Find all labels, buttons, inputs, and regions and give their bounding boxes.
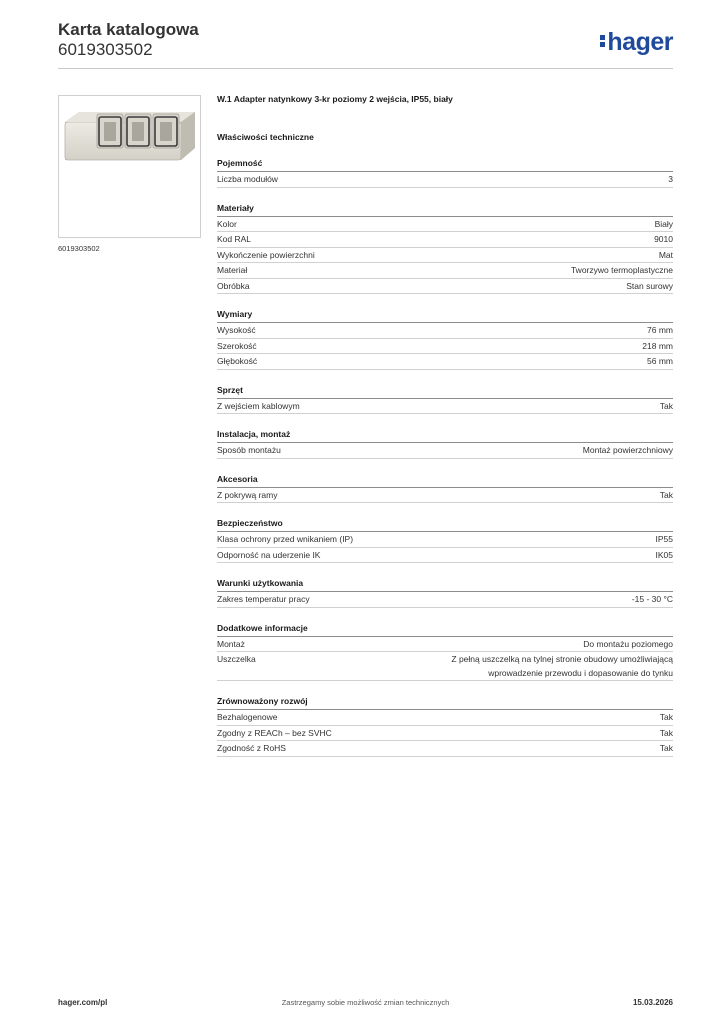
spec-value: -15 - 30 °C: [631, 594, 673, 604]
footer-website[interactable]: hager.com/pl: [58, 998, 108, 1007]
spec-row: [217, 263, 673, 279]
spec-label: Montaż: [217, 638, 245, 649]
spec-group: [217, 695, 673, 757]
spec-value: 218 mm: [642, 340, 673, 351]
spec-label: Klasa ochrony przed wnikaniem (IP): [217, 534, 354, 544]
spec-label: Zgodność z RoHS: [217, 743, 286, 753]
spec-group-title: Pojemność: [217, 157, 673, 172]
spec-label: Wykończenie powierzchni: [217, 249, 315, 260]
spec-row: [217, 488, 673, 504]
spec-group-title: Zrównoważony rozwój: [217, 695, 673, 710]
spec-value: IK05: [655, 549, 673, 560]
spec-row: [217, 232, 673, 248]
spec-value: 3: [668, 174, 673, 184]
spec-group-title: Instalacja, montaż: [217, 428, 673, 443]
spec-label: Zakres temperatur pracy: [217, 594, 310, 604]
product-image: [58, 95, 201, 238]
spec-row: [217, 217, 673, 233]
spec-value: Tak: [659, 400, 673, 411]
spec-value: Z pełną uszczelką na tylnej stronie obudowy umożliwiającą wprowadzenie przewodu i dopasowanie do tynku: [451, 654, 673, 678]
spec-label: Kod RAL: [217, 234, 252, 244]
spec-label: Z wejściem kablowym: [217, 400, 300, 411]
spec-value: Biały: [654, 218, 673, 229]
spec-group: [217, 157, 673, 188]
spec-value: 9010: [654, 234, 673, 244]
section-title: Właściwości techniczne: [217, 132, 314, 142]
spec-group-title: Dodatkowe informacje: [217, 622, 673, 637]
socket-box-illustration: [59, 96, 200, 237]
spec-row: [217, 710, 673, 726]
spec-row: [217, 548, 673, 564]
spec-group: [217, 308, 673, 370]
spec-row: [217, 592, 673, 608]
spec-row: [217, 399, 673, 415]
spec-value: Tworzywo termoplastyczne: [570, 265, 673, 275]
spec-row: [217, 339, 673, 355]
spec-group: [217, 384, 673, 415]
spec-label: Materiał: [217, 265, 248, 275]
spec-row: [217, 248, 673, 264]
spec-groups: [217, 157, 673, 757]
spec-label: Obróbka: [217, 280, 250, 291]
spec-label: Głębokość: [217, 356, 258, 366]
hager-logo: [600, 28, 673, 57]
document-number: 6019303502: [58, 40, 153, 59]
spec-group: [217, 428, 673, 459]
spec-label: Szerokość: [217, 340, 257, 351]
spec-row: [217, 443, 673, 459]
spec-row: [217, 637, 673, 653]
spec-label: Z pokrywą ramy: [217, 489, 278, 500]
spec-group: [217, 622, 673, 682]
spec-row: [217, 532, 673, 548]
spec-value: Tak: [659, 712, 673, 722]
spec-label: Sposób montażu: [217, 445, 281, 455]
footer-date: 15.03.2026: [632, 998, 673, 1007]
spec-group: [217, 473, 673, 504]
spec-value: 76 mm: [647, 325, 673, 335]
spec-row: [217, 279, 673, 295]
spec-row: [217, 172, 673, 188]
header-divider: [58, 68, 673, 69]
spec-row: [217, 726, 673, 742]
spec-label: Bezhalogenowe: [217, 712, 278, 722]
spec-value: IP55: [655, 534, 673, 544]
spec-label: Liczba modułów: [217, 174, 278, 184]
spec-group-title: Wymiary: [217, 308, 673, 323]
spec-group-title: Sprzęt: [217, 384, 673, 399]
spec-group-title: Bezpieczeństwo: [217, 517, 673, 532]
product-name: W.1 Adapter natynkowy 3-kr poziomy 2 wejścia, IP55, biały: [217, 94, 453, 104]
document-title: Karta katalogowa: [58, 20, 199, 39]
product-image-caption: 6019303502: [58, 244, 100, 253]
spec-row: [217, 354, 673, 370]
spec-group-title: Warunki użytkowania: [217, 577, 673, 592]
spec-label: Kolor: [217, 218, 237, 229]
spec-label: Odporność na uderzenie IK: [217, 549, 321, 560]
spec-value: Tak: [659, 743, 673, 753]
spec-value: Tak: [659, 489, 673, 500]
spec-group: [217, 517, 673, 563]
spec-value: Tak: [659, 727, 673, 738]
logo-text: hager: [607, 28, 673, 56]
spec-label: Zgodny z REACh – bez SVHC: [217, 727, 332, 738]
spec-content: [217, 93, 673, 757]
spec-value: Do montażu poziomego: [583, 638, 673, 649]
spec-row: [217, 323, 673, 339]
spec-group: [217, 577, 673, 608]
spec-row: [217, 652, 673, 681]
spec-value: Montaż powierzchniowy: [582, 445, 673, 455]
spec-value: 56 mm: [647, 356, 673, 366]
logo-dots-icon: [600, 33, 605, 49]
spec-row: [217, 741, 673, 757]
spec-value: Mat: [658, 249, 673, 260]
spec-group-title: Materiały: [217, 202, 673, 217]
spec-group: [217, 202, 673, 295]
spec-label: Wysokość: [217, 325, 256, 335]
spec-label: Uszczelka: [217, 654, 256, 664]
spec-value: Stan surowy: [626, 280, 673, 291]
spec-group-title: Akcesoria: [217, 473, 673, 488]
footer-disclaimer: Zastrzegamy sobie możliwość zmian technicznych: [281, 998, 450, 1007]
page-header: [58, 20, 673, 68]
